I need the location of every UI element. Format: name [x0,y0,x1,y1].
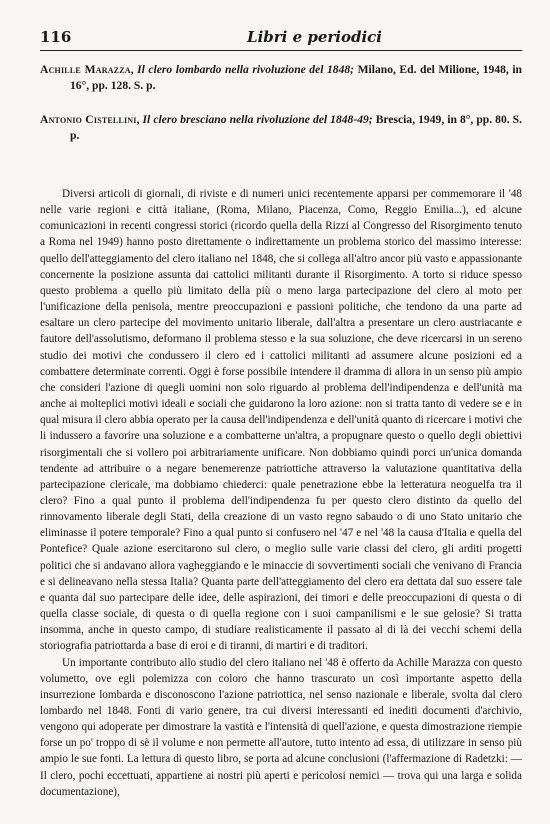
reference-author: Achille Marazza [40,63,131,76]
reference-details: Brescia, 1949, in 8°, pp. 80. S. p. [70,112,523,143]
paragraph: Un importante contributo allo studio del clero italiano nel '48 è offerto da Achille Marazza con questo volumetto, ove egli polemizza con coloro che hanno trascurato un così importante aspetto della insurrezione lombarda e disconoscono l'azione patriottica, nel senso nazionale e liberale, svolta dal clero lombardo nel 1848. Fonti di vario genere, tra cui diversi interessanti ed inediti documenti d'archivio, vengono qui adoperate per dimostrare la vastità e l'intensità di quell'azione, e questa dimostrazione riempie forse un po' troppo di sè il volume e non permette all'autore, tutto intento ad essa, di utilizzare in senso più ampio le sue fonti. La lettura di questo libro, se porta ad alcune conclusioni (l'affermazione di Radetzki: — Il clero, pochi eccettuati, appartiene ai nostri più aperti e pericolosi nemici — trova qui una larga e solida documentazione), [40,656,522,798]
bibliographic-references [40,62,522,162]
reference-title: Il clero bresciano nella rivoluzione del 1848-49; [142,112,373,126]
page-header [40,22,522,51]
review-body [40,186,522,800]
reference-author: Antonio Cistellini [40,112,137,126]
reference-title: Il clero lombardo nella rivoluzione del 1848; [137,63,355,76]
reference-entry: Antonio Cistellini, Il clero bresciano nella rivoluzione del 1848-49; Brescia, 1949, in 8°, pp. 80. S. p. [40,112,523,143]
running-title: Libri e periodici [247,28,382,46]
page-number: 116 [40,28,72,46]
paragraph: Diversi articoli di giornali, di riviste e di numeri unici recentemente apparsi per commemorare il '48 nelle varie regioni e città italiane, (Roma, Milano, Piacenza, Como, Reggio Emilia...), ed alcune comunicazioni in recenti congressi storici (ricordo quella della Rizzi al Congresso del Risorgimento tenuto a Roma nel 1949) hanno posto direttamente o indirettamente un problema storico del massimo interesse: quello dell'atteggiamento del clero italiano nel 1848, che si collega all'altro ancor più vasto e appassionante concernente la posizione assunta dai cattolici militanti durante il Risorgimento. A torto si riduce spesso questo problema a quello più limitato della più o meno larga partecipazione del clero al moto per l'unificazione della penisola, mentre preoccupazioni e passioni politiche, che tendono da una parte ad esaltare un clero partecipe del movimento unitario liberale, dall'altra a presentare un clero austriacante e fautore dell'assolutismo, deformano il problema stesso e la sua soluzione, che deve ricercarsi in un sereno studio dei motivi che condussero il clero ed i cattolici militanti ad assumere alcune posizioni ed a combattere determinate correnti. Oggi è forse possibile intendere il dramma di allora in un senso più ampio che consideri l'azione di quegli uomini non solo riguardo al problema dell'indipendenza e dell'unità ma anche ai molteplici motivi ideali e sociali che guidarono la loro azione: non si tratta tanto di vedere se e in qual misura il clero abbia operato per la causa dell'indipendenza e dell'unità quanto di ricercare i motivi che li indussero a favorire una soluzione e a combatterne un'altra, a propugnare questo o quello degli obiettivi risorgimentali che si vollero poi arbitrariamente unificare. Non dobbiamo quindi porci un'unica domanda tendente ad attribuire o a negare benemerenze patriottiche attraverso la valutazione quantitativa della partecipazione clericale, ma dobbiamo chiederci: quale penetrazione ebbe la letteratura neoguelfa tra il clero? Fino a qual punto il problema dell'indipendenza fu per questo clero distinto da quello del rinnovamento liberale degli Stati, della creazione di un vasto regno sabaudo o di uno Stato unitario che eliminasse il potere temporale? Fino a qual punto si confusero nel '47 e nel '48 la causa d'Italia e quella del Pontefice? Quale azione esercitarono sul clero, o meglio sulle varie classi del clero, gli arditi progetti politici che si andavano allora vagheggiando e le minaccie di sovvertimenti sociali che venivano di Francia e si delineavano nella stessa Italia? Quanta parte dell'atteggiamento del clero era dettata dal suo essere tale e quanta dal suo partecipare delle idee, delle aspirazioni, dei timori e delle preoccupazioni di questa o di quella classe sociale, di questa o di quella regione con i suoi campanilismi e le sue gelosie? Si tratta insomma, anche in questo campo, di studiare realisticamente il passato al di là dei vecchi schemi della storiografia patriottarda a base di eroi e di tiranni, di martiri e di traditori. [40,188,522,653]
reference-details: Milano, Ed. del Milione, 1948, in 16°, pp. 128. S. p. [70,63,522,93]
reference-entry: Achille Marazza, Il clero lombardo nella rivoluzione del 1848; Milano, Ed. del Milione, 1948, in 16°, pp. 128. S. p. [40,63,522,93]
